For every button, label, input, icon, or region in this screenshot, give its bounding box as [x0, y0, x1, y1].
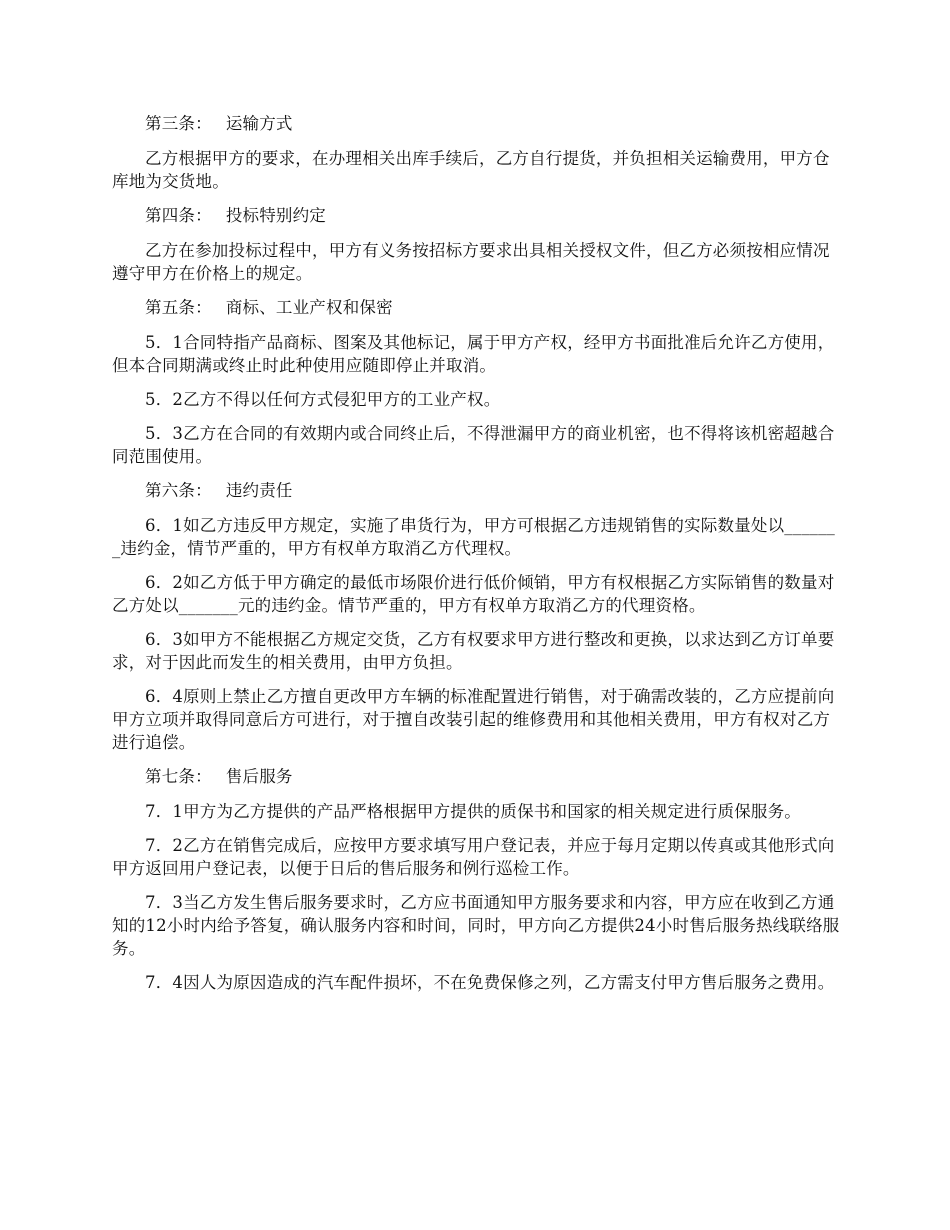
article-label: 第三条： [145, 114, 212, 133]
article-3-heading [112, 112, 840, 135]
article-label: 第四条： [145, 206, 212, 225]
clause-7-4: 7．4因人为原因造成的汽车配件损坏，不在免费保修之列，乙方需支付甲方售后服务之费用。 [145, 973, 835, 992]
article-7-heading [112, 765, 840, 788]
article-title: 投标特别约定 [225, 206, 327, 225]
article-title: 运输方式 [225, 114, 293, 133]
clause-6-1: 6．1如乙方违反甲方规定，实施了串货行为，甲方可根据乙方违规销售的实际数量处以_______违约金，情节严重的，甲方有权单方取消乙方代理权。 [112, 516, 835, 558]
clause-6-2: 6．2如乙方低于甲方确定的最低市场限价进行低价倾销，甲方有权根据乙方实际销售的数量对乙方处以_______元的违约金。情节严重的，甲方有权单方取消乙方的代理资格。 [112, 573, 835, 615]
clause-7-2: 7．2乙方在销售完成后，应按甲方要求填写用户登记表，并应于每月定期以传真或其他形式向甲方返回用户登记表，以便于日后的售后服务和例行巡检工作。 [112, 836, 835, 878]
article-4-heading [112, 204, 840, 227]
clause-6-3: 6．3如甲方不能根据乙方规定交货，乙方有权要求甲方进行整改和更换，以求达到乙方订单要求，对于因此而发生的相关费用，由甲方负担。 [112, 630, 835, 672]
article-label: 第五条： [145, 298, 212, 317]
article-title: 违约责任 [225, 481, 293, 500]
clause-5-2: 5．2乙方不得以任何方式侵犯甲方的工业产权。 [145, 390, 501, 409]
clause-7-3: 7．3当乙方发生售后服务要求时，乙方应书面通知甲方服务要求和内容，甲方应在收到乙方通知的12小时内给予答复，确认服务内容和时间，同时，甲方向乙方提供24小时售后服务热线联络服务。 [112, 893, 840, 958]
article-4-body: 乙方在参加投标过程中，甲方有义务按招标方要求出具相关授权文件，但乙方必须按相应情况遵守甲方在价格上的规定。 [112, 241, 830, 283]
article-6-heading [112, 479, 840, 502]
article-5-heading [112, 296, 840, 319]
clause-5-3: 5．3乙方在合同的有效期内或合同终止后，不得泄漏甲方的商业机密，也不得将该机密超越合同范围使用。 [112, 424, 835, 466]
article-label: 第七条： [145, 767, 212, 786]
article-title: 售后服务 [225, 767, 293, 786]
clause-6-4: 6．4原则上禁止乙方擅自更改甲方车辆的标准配置进行销售，对于确需改装的，乙方应提前向甲方立项并取得同意后方可进行，对于擅自改装引起的维修费用和其他相关费用，甲方有权对乙方进行追偿。 [112, 687, 835, 752]
clause-5-1: 5．1合同特指产品商标、图案及其他标记，属于甲方产权，经甲方书面批准后允许乙方使用，但本合同期满或终止时此种使用应随即停止并取消。 [112, 333, 835, 375]
article-title: 商标、工业产权和保密 [225, 298, 393, 317]
article-label: 第六条： [145, 481, 212, 500]
article-3-body: 乙方根据甲方的要求，在办理相关出库手续后，乙方自行提货，并负担相关运输费用，甲方仓库地为交货地。 [112, 149, 830, 191]
clause-7-1: 7．1甲方为乙方提供的产品严格根据甲方提供的质保书和国家的相关规定进行质保服务。 [145, 802, 801, 821]
